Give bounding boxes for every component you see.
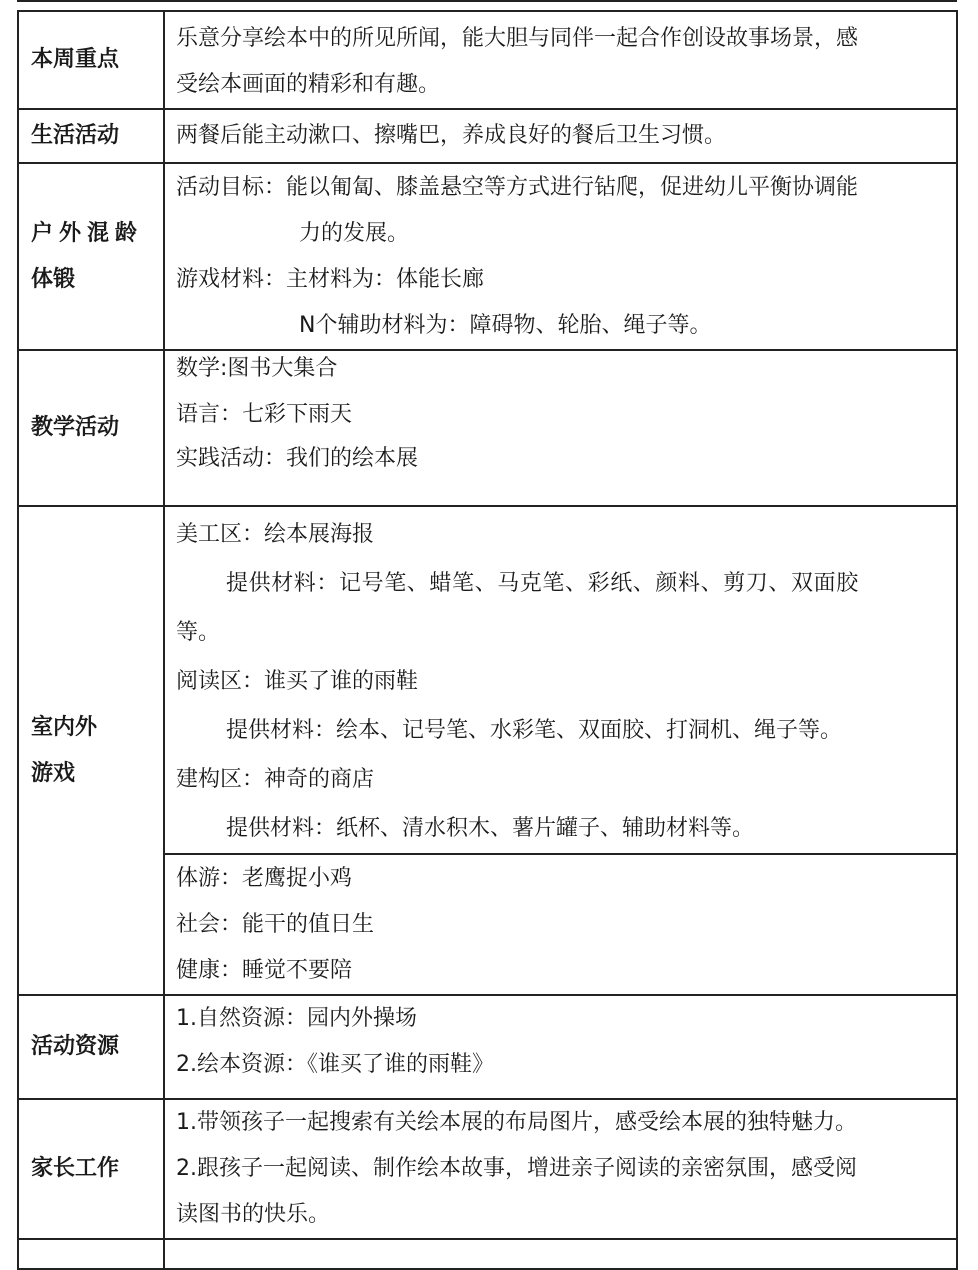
games-label-line-1: 室内外 [31, 714, 98, 740]
teaching-item: 数学:图书大集合 [176, 356, 338, 381]
content-parent-work [164, 1099, 957, 1239]
label-parent-work: 家长工作 [18, 1099, 164, 1239]
outdoor-label-line-1: 户外混龄 [31, 220, 144, 246]
row-next-cutoff [18, 1239, 957, 1269]
row-parent-work [18, 1099, 957, 1239]
content-weekly-focus [164, 11, 957, 109]
parent-work-line-2: 2.跟孩子一起阅读、制作绘本故事，增进亲子阅读的亲密氛围，感受阅 [176, 1156, 857, 1181]
row-activity-resources [18, 995, 957, 1099]
label-weekly-focus: 本周重点 [18, 11, 164, 109]
art-area-materials-line-1: 提供材料：记号笔、蜡笔、马克笔、彩纸、颜料、剪刀、双面胶 [226, 571, 859, 596]
reading-area-materials: 提供材料：绘本、记号笔、水彩笔、双面胶、打洞机、绳子等。 [226, 718, 843, 743]
focus-line-1: 乐意分享绘本中的所见所闻，能大胆与同伴一起合作创设故事场景，感 [176, 26, 859, 51]
label-games [18, 506, 164, 995]
content-life-activity [164, 109, 957, 163]
focus-line-2: 受绘本画面的精彩和有趣。 [176, 72, 441, 97]
games-label-line-2: 游戏 [31, 760, 76, 786]
outdoor-material-line-1: 游戏材料：主材料为：体能长廊 [176, 267, 485, 292]
label-life-activity: 生活活动 [18, 109, 164, 163]
build-area-title: 建构区：神奇的商店 [176, 767, 375, 792]
row-life-activity [18, 109, 957, 163]
parent-work-line-3: 读图书的快乐。 [176, 1202, 331, 1227]
outdoor-game-item: 健康：睡觉不要陪 [176, 958, 353, 983]
label-outdoor-exercise [18, 163, 164, 350]
content-games-outdoor [164, 854, 957, 995]
content-outdoor-exercise [164, 163, 957, 350]
outdoor-game-item: 体游：老鹰捉小鸡 [176, 866, 353, 891]
weekly-plan-table [17, 10, 958, 1270]
reading-area-title: 阅读区：谁买了谁的雨鞋 [176, 669, 419, 694]
row-weekly-focus [18, 11, 957, 109]
top-border [17, 0, 957, 2]
row-teaching-activity [18, 350, 957, 506]
row-games-indoor [18, 506, 957, 854]
outdoor-goal-line-2: 力的发展。 [299, 221, 410, 246]
outdoor-goal-line-1: 活动目标：能以匍匐、膝盖悬空等方式进行钻爬，促进幼儿平衡协调能 [176, 175, 859, 200]
art-area-materials-line-2: 等。 [176, 620, 221, 645]
outdoor-label-line-2: 体锻 [31, 266, 76, 292]
content-teaching-activity [164, 350, 957, 506]
outdoor-material-line-2: N个辅助材料为：障碍物、轮胎、绳子等。 [299, 313, 712, 338]
label-teaching-activity: 教学活动 [18, 350, 164, 506]
art-area-title: 美工区：绘本展海报 [176, 522, 375, 547]
teaching-item: 实践活动：我们的绘本展 [176, 446, 419, 471]
teaching-item: 语言：七彩下雨天 [176, 402, 353, 427]
outdoor-game-item: 社会：能干的值日生 [176, 912, 375, 937]
parent-work-line-1: 1.带领孩子一起搜索有关绘本展的布局图片，感受绘本展的独特魅力。 [176, 1110, 857, 1135]
content-activity-resources [164, 995, 957, 1099]
row-outdoor-exercise [18, 163, 957, 350]
resource-item: 2.绘本资源：《谁买了谁的雨鞋》 [176, 1052, 494, 1077]
label-activity-resources: 活动资源 [18, 995, 164, 1099]
content-games-indoor [164, 506, 957, 854]
content-cutoff [164, 1239, 957, 1269]
life-text: 两餐后能主动漱口、擦嘴巴，养成良好的餐后卫生习惯。 [176, 123, 727, 148]
build-area-materials: 提供材料：纸杯、清水积木、薯片罐子、辅助材料等。 [226, 816, 755, 841]
resource-item: 1.自然资源：园内外操场 [176, 1006, 417, 1031]
label-cutoff [18, 1239, 164, 1269]
